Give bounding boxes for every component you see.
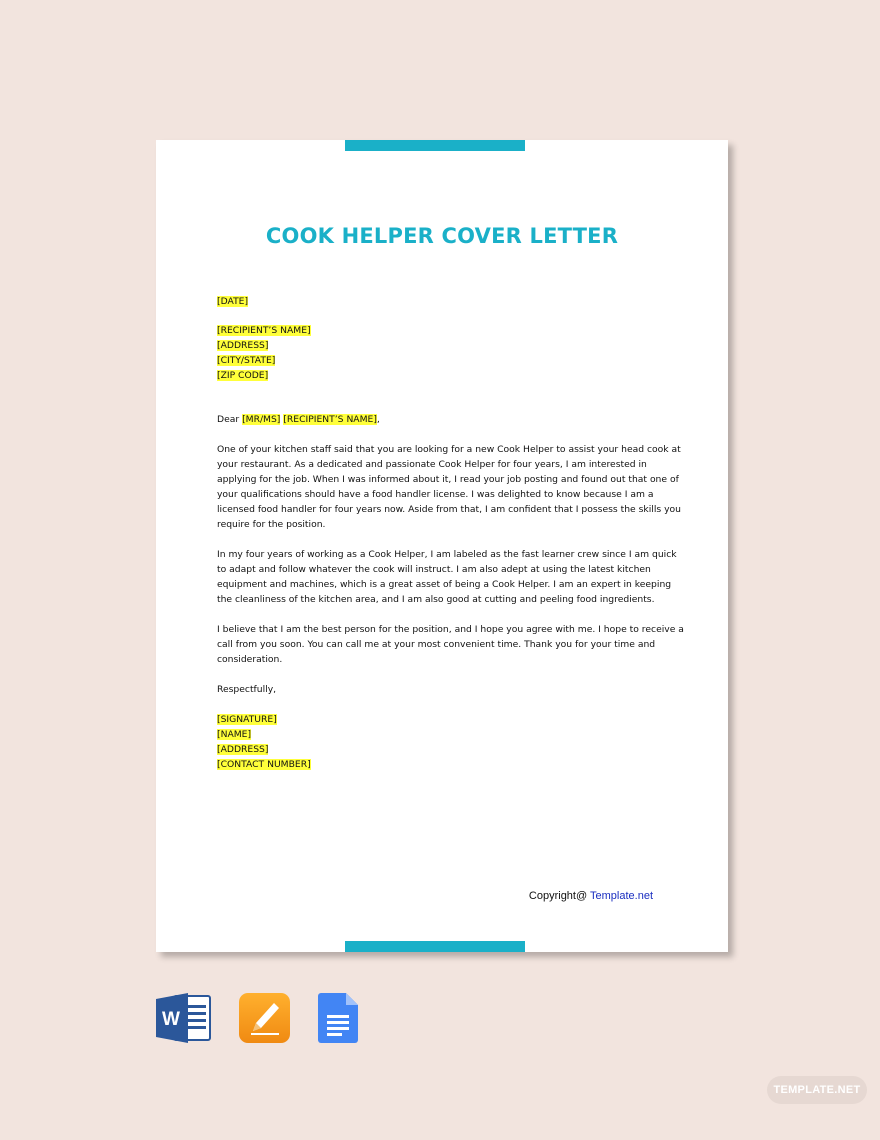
recipient-block [217,323,657,383]
recipient-zip-placeholder: [ZIP CODE] [217,370,269,381]
letter-page [156,140,728,952]
bottom-accent-bar [345,941,525,952]
copyright-brand-link[interactable]: Template.net [590,890,653,902]
date-placeholder: [DATE] [217,296,249,307]
recipient-name-placeholder: [RECIPIENT’S NAME] [217,325,311,336]
top-accent-bar [345,140,525,151]
google-docs-icon[interactable] [318,993,358,1048]
sender-address-placeholder: [ADDRESS] [217,744,269,755]
letter-body [217,294,684,772]
salutation-title-placeholder: [MR/MS] [242,414,281,425]
contact-number-placeholder: [CONTACT NUMBER] [217,759,311,770]
signature-placeholder: [SIGNATURE] [217,714,277,725]
sender-name-placeholder: [NAME] [217,729,252,740]
svg-text:W: W [162,1009,180,1030]
paragraph-2: In my four years of working as a Cook Helper, I am labeled as the fast learner crew since I am quick to adapt and follow whatever the cook will instruct. I am also adept at using the latest kitchen equipment and machines, which is a great asset of being a Cook Helper. I am an expert in keeping the cleanliness of the kitchen area, and I am also good at cutting and peeling food ingredients. [217,549,677,605]
word-icon[interactable] [156,993,212,1048]
copyright-notice: Copyright@ Template.net [528,890,653,902]
template-net-watermark: TEMPLATE.NET [767,1076,867,1104]
letter-title: COOK HELPER COVER LETTER [265,224,619,248]
recipient-address-placeholder: [ADDRESS] [217,340,269,351]
date-line [217,294,657,309]
closing: Respectfully, [217,684,277,695]
paragraph-1: One of your kitchen staff said that you are looking for a new Cook Helper to assist your head cook at your restaurant. As a dedicated and passionate Cook Helper for four years, I am interested in applying for the job. When I was informed about it, I read your job posting and found out that one of your qualifications should have a food handler license. I was delighted to know because I am a licensed food handler for four years now. Aside from that, I am confident that I possess the skills you require for the position. [217,444,681,530]
signature-block [217,712,657,772]
paragraph-3: I believe that I am the best person for the position, and I hope you agree with me. I hope to receive a call from you soon. You can call me at your most convenient time. Thank you for your time and consideration. [217,624,684,665]
salutation: Dear [MR/MS] [RECIPIENT’S NAME], [217,414,380,425]
pages-icon[interactable] [239,993,290,1048]
salutation-name-placeholder: [RECIPIENT’S NAME] [283,414,377,425]
recipient-city-state-placeholder: [CITY/STATE] [217,355,276,366]
